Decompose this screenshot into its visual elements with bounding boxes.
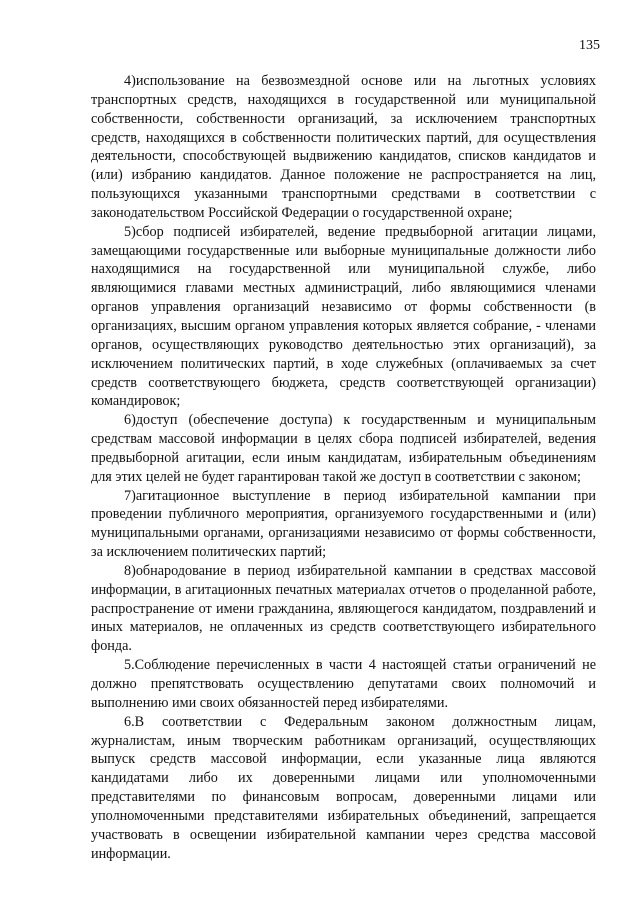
paragraph-part-5: 5.Соблюдение перечисленных в части 4 настоящей статьи ограничений не должно препятствовать осуществлению депутатами своих полномочий и выполнению ими своих обязанностей перед избирателями. bbox=[91, 657, 596, 711]
paragraph-part-6: 6.В соответствии с Федеральным законом должностным лицам, журналистам, иным творческим работникам организаций, осуществляющих выпуск средств массовой информации, если указанные лица являются кандидатами либо их доверенными лицами или уполномоченными представителями по финансовым вопросам, доверенными лицами или уполномоченными представителями избирательных объединений, запрещается участвовать в освещении избирательной кампании через средства массовой информации. bbox=[91, 713, 596, 862]
paragraph-item-6: 6)доступ (обеспечение доступа) к государственным и муниципальным средствам массовой информации в целях сбора подписей избирателей, ведения предвыборной агитации, если иным кандидатам, избирательным объединениям для этих целей не будет гарантирован такой же доступ в соответствии с законом; bbox=[91, 412, 596, 485]
paragraph-item-4: 4)использование на безвозмездной основе или на льготных условиях транспортных средств, находящихся в государственной или муниципальной собственности, собственности организаций, за исключением транспортных средств, находящихся в собственности политических партий, для осуществления деятельности, способствующей выдвижению кандидатов, списков кандидатов и (или) избранию кандидатов. Данное положение не распространяется на лиц, пользующихся указанными транспортными средствами в соответствии с законодательством Российской Федерации о государственной охране; bbox=[91, 73, 596, 221]
page-number: 135 bbox=[579, 38, 600, 53]
paragraph-item-5: 5)сбор подписей избирателей, ведение предвыборной агитации лицами, замещающими государственные или выборные муниципальные должности либо находящимися на государственной или муниципальной службе, либо являющимися главами местных администраций, либо являющимися членами органов управления организаций независимо от формы собственности (в организациях, высшим органом управления которых является собрание, - членами органов, осуществляющих руководство деятельностью этих организаций), за исключением политических партий, в ходе служебных (оплачиваемых за счет средств соответствующего бюджета, средств соответствующей организации) командировок; bbox=[91, 223, 596, 410]
document-body bbox=[91, 72, 596, 863]
paragraph-item-8: 8)обнародование в период избирательной кампании в средствах массовой информации, в агитационных печатных материалах отчетов о проделанной работе, распространение от имени гражданина, являющегося кандидатом, поздравлений и иных материалов, не оплаченных из средств соответствующего избирательного фонда. bbox=[91, 562, 596, 655]
paragraph-item-7: 7)агитационное выступление в период избирательной кампании при проведении публичного мероприятия, организуемого государственными и (или) муниципальными органами, организациями независимо от формы собственности, за исключением политических партий; bbox=[91, 487, 596, 561]
